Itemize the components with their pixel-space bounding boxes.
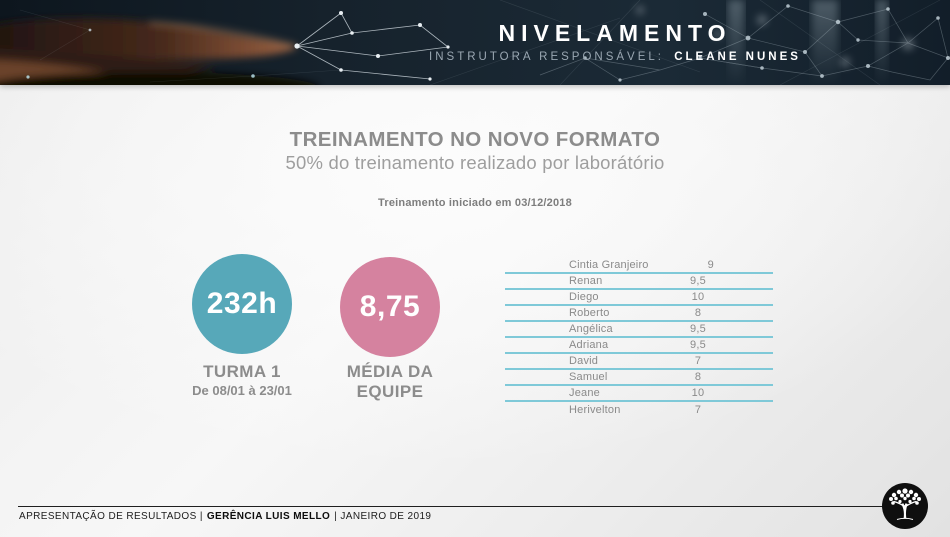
table-row (505, 354, 773, 370)
table-row (505, 338, 773, 354)
class-dates: De 08/01 à 23/01 (192, 383, 292, 398)
table-row (505, 274, 773, 290)
header-banner (0, 0, 950, 85)
table-row (505, 322, 773, 338)
table-row (505, 306, 773, 322)
hours-stat-label (152, 362, 332, 398)
student-name: Cintia Granjeiro (569, 259, 649, 271)
table-row (505, 258, 773, 274)
student-score: 9 (707, 259, 714, 271)
student-score: 9,5 (690, 339, 706, 351)
footer-left: APRESENTAÇÃO DE RESULTADOS | (19, 511, 203, 522)
student-score: 7 (694, 355, 702, 367)
student-name: Diego (569, 291, 599, 303)
student-score: 9,5 (690, 323, 706, 335)
student-name: Angélica (569, 323, 613, 335)
header-title: NIVELAMENTO (498, 20, 732, 46)
hours-stat-circle: 232h (192, 254, 292, 354)
class-name: TURMA 1 (203, 362, 281, 381)
student-score: 7 (694, 404, 702, 416)
student-name: David (569, 355, 599, 367)
student-name: Adriana (569, 339, 609, 351)
header-text-block (380, 21, 850, 63)
student-name: Samuel (569, 371, 608, 383)
student-name: Renan (569, 275, 603, 287)
table-row (505, 402, 773, 418)
average-stat-label (310, 362, 470, 401)
footer-right: | JANEIRO DE 2019 (334, 511, 432, 522)
average-label-line1: MÉDIA DA (346, 362, 434, 381)
student-score: 10 (691, 291, 705, 303)
average-label-line2: EQUIPE (356, 382, 424, 401)
tree-logo-icon (882, 483, 928, 529)
footer-divider (18, 506, 882, 507)
table-row (505, 386, 773, 402)
footer-caption (19, 511, 435, 522)
slide-subtitle: 50% do treinamento realizado por laborátório (285, 152, 665, 173)
student-name: Jeane (569, 387, 600, 399)
student-score: 9,5 (690, 275, 706, 287)
student-score: 10 (691, 387, 705, 399)
scores-table (505, 258, 773, 418)
average-stat-circle: 8,75 (340, 257, 440, 357)
instructor-name: CLEANE NUNES (674, 51, 801, 63)
student-score: 8 (694, 307, 702, 319)
student-score: 8 (694, 371, 702, 383)
training-start-note: Treinamento iniciado em 03/12/2018 (378, 197, 572, 209)
table-row (505, 290, 773, 306)
footer-manager: GERÊNCIA LUIS MELLO (206, 511, 331, 522)
instructor-label: INSTRUTORA RESPONSÁVEL: (429, 51, 664, 63)
table-row (505, 370, 773, 386)
student-name: Herivelton (569, 404, 621, 416)
student-name: Roberto (569, 307, 610, 319)
header-subtitle (380, 51, 850, 63)
slide-title: TREINAMENTO NO NOVO FORMATO (289, 128, 661, 151)
